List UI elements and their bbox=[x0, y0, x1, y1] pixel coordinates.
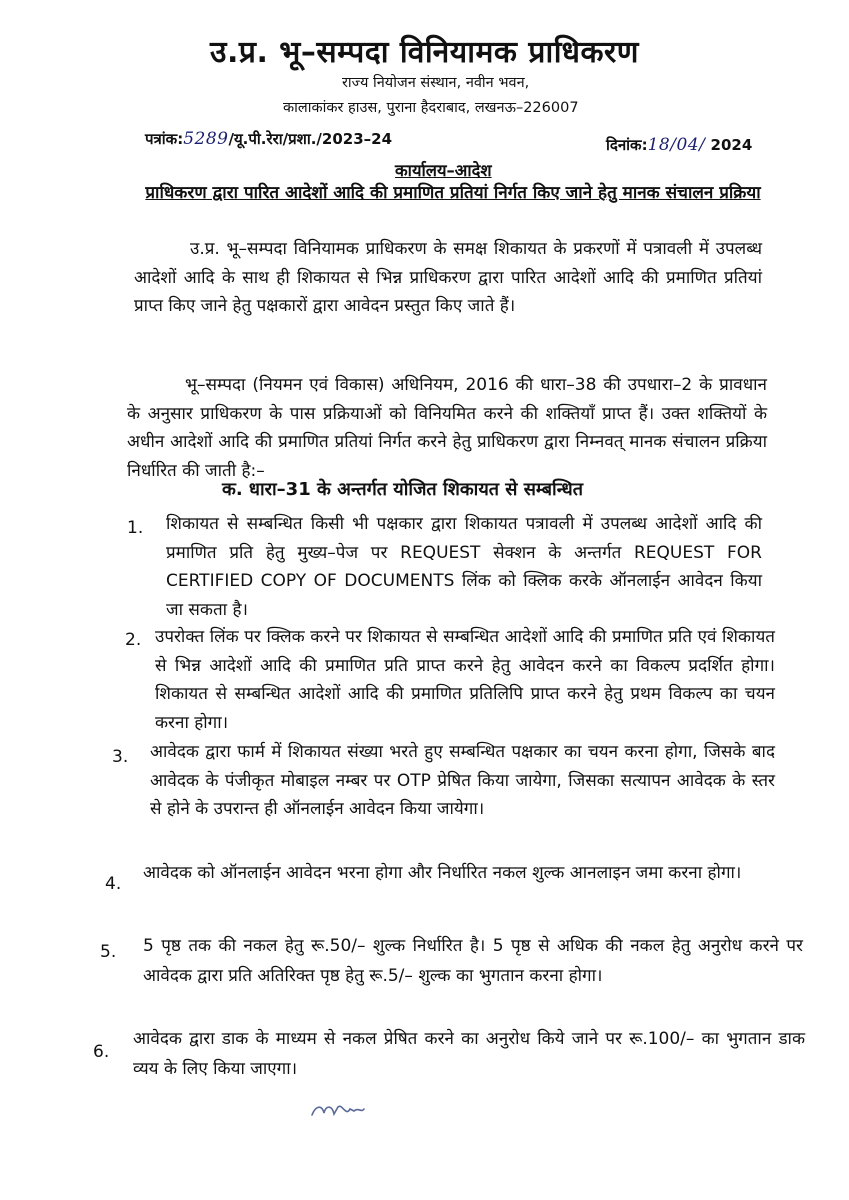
list-item-number: 3. bbox=[112, 747, 129, 767]
reference-number bbox=[145, 129, 392, 149]
address-line-2: कालाकांकर हाउस, पुराना हैदराबाद, लखनऊ–226007 bbox=[283, 100, 579, 116]
list-item-number: 6. bbox=[93, 1042, 110, 1062]
list-item-number: 4. bbox=[105, 874, 122, 894]
authority-title: उ.प्र. भू–सम्पदा विनियामक प्राधिकरण bbox=[210, 35, 639, 70]
list-item: उपरोक्त लिंक पर क्लिक करने पर शिकायत से सम्बन्धित आदेशों आदि की प्रमाणित प्रति एवं शिकायत से भिन्न आदेशों आदि की प्रमाणित प्रति प्राप्त करने हेतु आवेदन करने का विकल्प प्रदर्शित होगा। शिकायत से सम्बन्धित आदेशों आदि की प्रमाणित प्रतिलिपि प्राप्त करने हेतु प्रथम विकल्प का चयन करना होगा। bbox=[155, 627, 775, 733]
reference-handwritten-number: 5289 bbox=[183, 129, 229, 149]
intro-paragraph: उ.प्र. भू–सम्पदा विनियामक प्राधिकरण के समक्ष शिकायत के प्रकरणों में पत्रावली में उपलब्ध आदेशों आदि के साथ ही शिकायत से भिन्न प्राधिकरण द्वारा पारित आदेशों आदि की प्रमाणित प्रतियां प्राप्त किए जाने हेतु पक्षकारों द्वारा आवेदन प्रस्तुत किए जाते हैं। bbox=[134, 239, 762, 317]
list-item-number: 1. bbox=[127, 518, 144, 538]
office-order-heading: कार्यालय–आदेश bbox=[395, 161, 492, 180]
subject-heading: प्राधिकरण द्वारा पारित आदेशों आदि की प्रमाणित प्रतियां निर्गत किए जाने हेतु मानक संचालन प्रक्रिया bbox=[145, 183, 761, 203]
address-line-1: राज्य नियोजन संस्थान, नवीन भवन, bbox=[342, 75, 530, 91]
reference-label: पत्रांक: bbox=[145, 130, 184, 148]
list-item-number: 2. bbox=[125, 630, 142, 650]
date-year: 2024 bbox=[710, 136, 753, 154]
list-item: 5 पृष्ठ तक की नकल हेतु रू.50/– शुल्क निर्धारित है। 5 पृष्ठ से अधिक की नकल हेतु अनुरोध करने पर आवेदक द्वारा प्रति अतिरिक्त पृष्ठ हेतु रू.5/– शुल्क का भुगतान करना होगा। bbox=[143, 936, 803, 986]
section-heading: क. धारा–31 के अन्तर्गत योजित शिकायत से सम्बन्धित bbox=[222, 479, 584, 500]
reference-suffix: /यू.पी.रेरा/प्रशा./2023–24 bbox=[228, 130, 393, 148]
date-handwritten: 18/04/ bbox=[647, 135, 706, 155]
legal-basis-paragraph: भू–सम्पदा (नियमन एवं विकास) अधिनियम, 2016 की धारा–38 की उपधारा–2 के प्रावधान के अनुसार प्राधिकरण के पास प्रक्रियाओं को विनियमित करने की शक्तियाँ प्राप्त हैं। उक्त शक्तियों के अधीन आदेशों आदि की प्रमाणित प्रतियां निर्गत करने हेतु प्राधिकरण द्वारा निम्नवत् मानक संचालन प्रक्रिया निर्धारित की जाती है:– bbox=[127, 375, 767, 481]
date-label: दिनांक: bbox=[606, 136, 648, 154]
list-item-number: 5. bbox=[100, 942, 117, 962]
list-item: शिकायत से सम्बन्धित किसी भी पक्षकार द्वारा शिकायत पत्रावली में उपलब्ध आदेशों आदि की प्रमाणित प्रति हेतु मुख्य–पेज पर REQUEST सेक्शन के अन्तर्गत REQUEST FOR CERTIFIED COPY OF DOCUMENTS लिंक को क्लिक करके ऑनलाईन आवेदन किया जा सकता है। bbox=[166, 514, 762, 620]
list-item: आवेदक को ऑनलाईन आवेदन भरना होगा और निर्धारित नकल शुल्क आनलाइन जमा करना होगा। bbox=[143, 863, 742, 883]
list-item: आवेदक द्वारा फार्म में शिकायत संख्या भरते हुए सम्बन्धित पक्षकार का चयन करना होगा, जिसके बाद आवेदक के पंजीकृत मोबाइल नम्बर पर OTP प्रेषित किया जायेगा, जिसका सत्यापन आवेदक के स्तर से होने के उपरान्त ही ऑनलाईन आवेदन किया जायेगा। bbox=[150, 742, 775, 820]
handwritten-initials-signature bbox=[308, 1097, 368, 1125]
list-item: आवेदक द्वारा डाक के माध्यम से नकल प्रेषित करने का अनुरोध किये जाने पर रू.100/– का भुगतान डाक व्यय के लिए किया जाएगा। bbox=[133, 1029, 805, 1079]
order-date bbox=[606, 135, 752, 155]
